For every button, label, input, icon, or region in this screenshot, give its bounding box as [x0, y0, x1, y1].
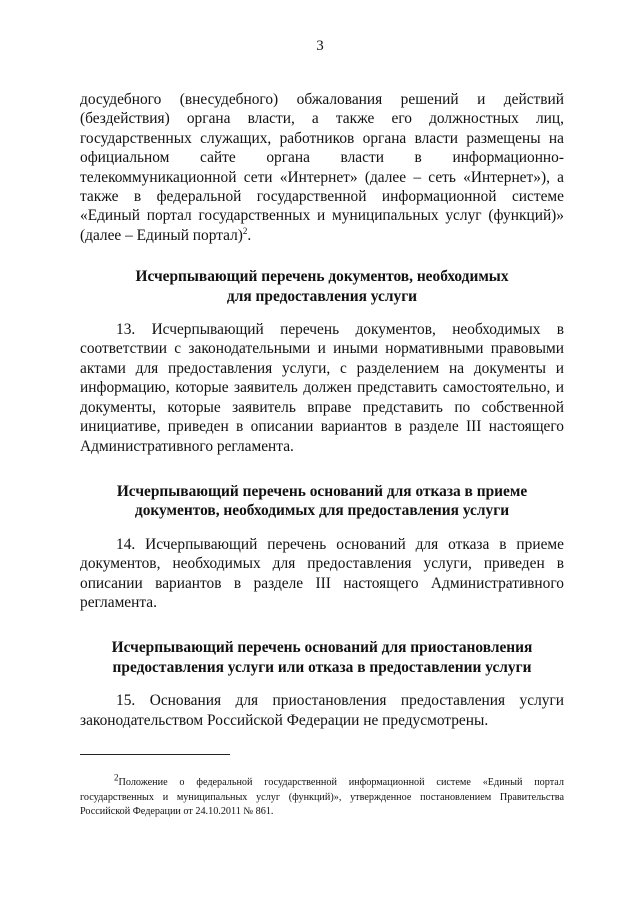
- footnote-text: Положение о федеральной государственной информационной системе «Единый портал государственных и муниципальных услуг (функций)», утвержденное постановлением Правительства Российской Федерации от 24.10.2011 № 861.: [80, 777, 564, 818]
- page-content: [80, 90, 564, 730]
- section-heading-documents: [80, 267, 564, 306]
- paragraph-15: 15. Основания для приостановления предоставления услуги законодательством Российской Федерации не предусмотрены.: [80, 692, 564, 729]
- section-heading-suspension: [80, 638, 564, 677]
- footnote-mark: 2: [114, 772, 119, 783]
- paragraph-14: 14. Исчерпывающий перечень оснований для отказа в приеме документов, необходимых для предоставления услуги, приведен в описании вариантов в разделе III настоящего Административного регламента.: [80, 535, 564, 611]
- paragraph-13: 13. Исчерпывающий перечень документов, необходимых в соответствии с законодательными и иными нормативными правовыми актами для предоставления услуги, с разделением на документы и информацию, которые заявитель должен представить самостоятельно, и документы, которые заявитель вправе представить по собственной инициативе, приведен в описании вариантов в разделе III настоящего Административного регламента.: [80, 321, 564, 455]
- heading-line: предоставления услуги или отказа в предоставлении услуги: [112, 658, 532, 676]
- heading-line: Исчерпывающий перечень оснований для отказа в приеме: [116, 482, 528, 500]
- intro-text: досудебного (внесудебного) обжалования решений и действий (бездействия) органа власти, а также его должностных лиц, государственных служащих, работников органа власти размещены на официальном сайте органа власти в информационно-телекоммуникационной сети «Интернет» (далее – сеть «Интернет»), а также в федеральной государственной информационной системе «Единый портал государственных и муниципальных услуг (функций)» (далее – Единый портал): [80, 91, 564, 244]
- heading-line: Исчерпывающий перечень документов, необходимых: [135, 268, 509, 286]
- footnote-divider: [80, 754, 230, 755]
- intro-paragraph: [80, 90, 564, 245]
- heading-line: Исчерпывающий перечень оснований для приостановления: [111, 639, 533, 657]
- intro-end: .: [247, 226, 252, 244]
- footnote-reference: 2: [242, 225, 248, 236]
- section-heading-refusal-reception: [80, 482, 564, 521]
- heading-line: документов, необходимых для предоставления услуги: [134, 502, 510, 520]
- heading-line: для предоставления услуги: [226, 287, 418, 305]
- page-number: 3: [316, 38, 324, 54]
- footnote: [80, 772, 564, 820]
